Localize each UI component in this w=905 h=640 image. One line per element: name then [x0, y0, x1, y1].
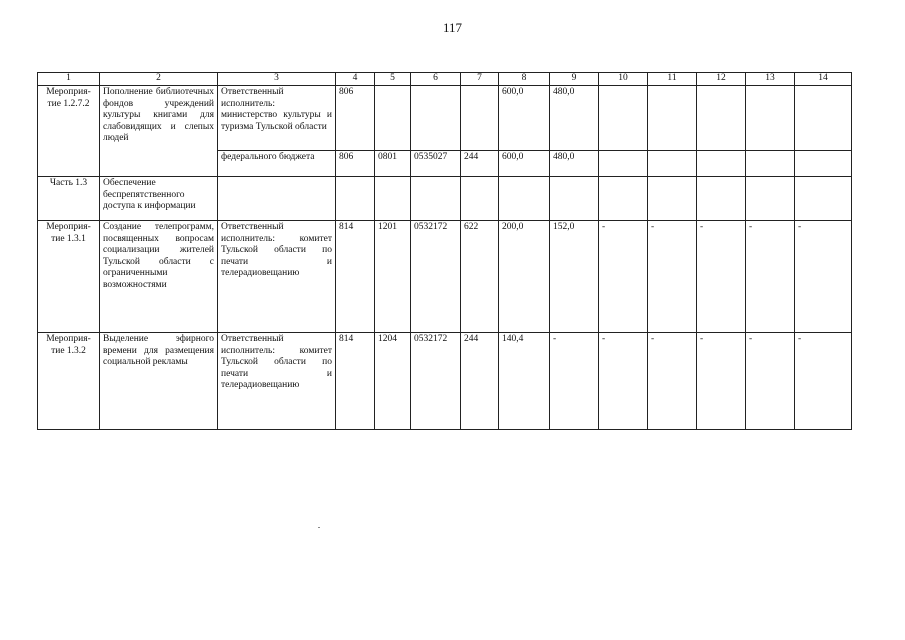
table-row	[38, 86, 852, 151]
table-cell: -	[648, 333, 697, 430]
table-cell	[375, 177, 411, 221]
page-number: 117	[442, 20, 463, 35]
table-cell	[461, 86, 499, 151]
header-row	[38, 73, 852, 86]
table-cell	[336, 177, 375, 221]
table-cell	[648, 86, 697, 151]
table-cell	[411, 177, 461, 221]
table-cell: 806	[336, 151, 375, 177]
table-cell: 0532172	[411, 221, 461, 333]
table-cell: -	[599, 333, 648, 430]
table-cell: 200,0	[499, 221, 550, 333]
header-cell: 2	[100, 73, 218, 86]
table-cell: 622	[461, 221, 499, 333]
scan-speck	[318, 527, 320, 528]
funding-source: федерального бюджета	[218, 151, 336, 177]
table-cell	[599, 177, 648, 221]
table-cell	[550, 177, 599, 221]
funding-source: Ответственный исполнитель: комитет Тульской области по печати и телерадиовещанию	[218, 221, 336, 333]
table-cell	[746, 177, 795, 221]
header-cell: 6	[411, 73, 461, 86]
table-cell	[461, 177, 499, 221]
table-cell	[599, 86, 648, 151]
table-cell: 1201	[375, 221, 411, 333]
table-cell	[746, 86, 795, 151]
table-cell: 0535027	[411, 151, 461, 177]
table-cell: -	[697, 333, 746, 430]
table-cell	[411, 86, 461, 151]
header-cell: 3	[218, 73, 336, 86]
table-cell: 814	[336, 221, 375, 333]
row-label: Часть 1.3	[38, 177, 100, 221]
table-cell: 600,0	[499, 86, 550, 151]
row-description: Выделение эфирного времени для размещения социальной рекламы	[100, 333, 218, 430]
table-cell	[599, 151, 648, 177]
table-cell	[697, 86, 746, 151]
table-cell: 152,0	[550, 221, 599, 333]
header-cell: 4	[336, 73, 375, 86]
header-cell: 12	[697, 73, 746, 86]
header-cell: 1	[38, 73, 100, 86]
table-row	[38, 177, 852, 221]
header-cell: 10	[599, 73, 648, 86]
table-cell	[697, 151, 746, 177]
header-cell: 9	[550, 73, 599, 86]
table-cell: 480,0	[550, 86, 599, 151]
header-cell: 7	[461, 73, 499, 86]
table-cell: 244	[461, 151, 499, 177]
table-cell: 140,4	[499, 333, 550, 430]
table-cell: 244	[461, 333, 499, 430]
table-cell: -	[599, 221, 648, 333]
table-cell	[795, 177, 852, 221]
table-cell: -	[746, 221, 795, 333]
table-cell	[795, 86, 852, 151]
table-cell: -	[550, 333, 599, 430]
table-cell: 0532172	[411, 333, 461, 430]
table-cell	[795, 151, 852, 177]
row-description: Пополнение библиотечных фондов учреждений культуры книгами для слабовидящих и слепых людей	[100, 86, 218, 177]
table-cell	[746, 151, 795, 177]
table-cell: 1204	[375, 333, 411, 430]
row-description: Создание телепрограмм, посвященных вопросам социализации жителей Тульской области с ограниченными возможностями	[100, 221, 218, 333]
table-cell: -	[746, 333, 795, 430]
table-cell	[648, 151, 697, 177]
funding-source: Ответственный исполнитель: комитет Тульской области по печати и телерадиовещанию	[218, 333, 336, 430]
table-cell	[648, 177, 697, 221]
table-cell: 0801	[375, 151, 411, 177]
table-cell: 600,0	[499, 151, 550, 177]
table-cell: -	[648, 221, 697, 333]
table-cell	[375, 86, 411, 151]
table-cell: -	[795, 221, 852, 333]
table-cell	[499, 177, 550, 221]
header-cell: 14	[795, 73, 852, 86]
row-description: Обеспечение беспрепятственного доступа к информации	[100, 177, 218, 221]
budget-table	[37, 72, 852, 430]
table-cell: 814	[336, 333, 375, 430]
row-label: Мероприя-тие 1.3.2	[38, 333, 100, 430]
table-cell: -	[795, 333, 852, 430]
table-cell	[697, 177, 746, 221]
header-cell: 11	[648, 73, 697, 86]
funding-source	[218, 177, 336, 221]
funding-source: Ответственный исполнитель: министерство культуры и туризма Тульской области	[218, 86, 336, 151]
table-cell: 480,0	[550, 151, 599, 177]
table-row	[38, 221, 852, 333]
header-cell: 8	[499, 73, 550, 86]
row-label: Мероприя-тие 1.2.7.2	[38, 86, 100, 177]
table-cell: 806	[336, 86, 375, 151]
table-cell: -	[697, 221, 746, 333]
table-row	[38, 333, 852, 430]
row-label: Мероприя-тие 1.3.1	[38, 221, 100, 333]
header-cell: 13	[746, 73, 795, 86]
header-cell: 5	[375, 73, 411, 86]
